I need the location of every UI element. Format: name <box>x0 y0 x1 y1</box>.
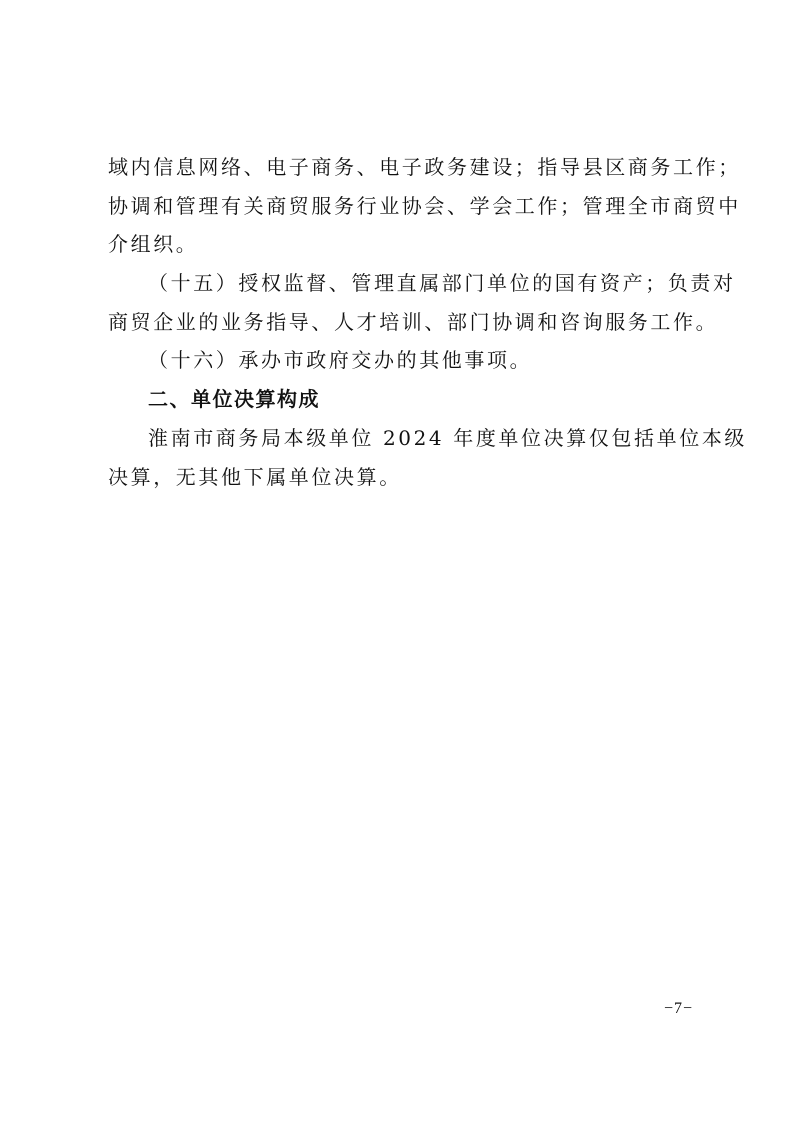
paragraph-item-16 <box>108 341 692 380</box>
paragraph-unit-composition <box>108 419 748 496</box>
text-line: 决算，无其他下属单位决算。 <box>108 464 402 489</box>
text-line: （十五）授权监督、管理直属部门单位的国有资产；负责对 <box>148 271 736 296</box>
body-text <box>108 148 748 496</box>
page-number: −7− <box>663 1000 693 1017</box>
text-line: 协调和管理有关商贸服务行业协会、学会工作；管理全市商贸中 <box>108 193 741 218</box>
paragraph-item-15 <box>108 264 736 341</box>
text-line: 商贸企业的业务指导、人才培训、部门协调和咨询服务工作。 <box>108 309 719 334</box>
text-line: 淮南市商务局本级单位 2024 年度单位决算仅包括单位本级 <box>148 425 748 450</box>
text-line: 域内信息网络、电子商务、电子政务建设；指导县区商务工作； <box>108 155 741 179</box>
section-title: 二、单位决算构成 <box>148 387 320 412</box>
paragraph-duties-continued <box>108 148 741 264</box>
text-line: （十六）承办市政府交办的其他事项。 <box>148 348 533 373</box>
section-heading <box>108 380 692 419</box>
text-line: 介组织。 <box>108 232 199 257</box>
